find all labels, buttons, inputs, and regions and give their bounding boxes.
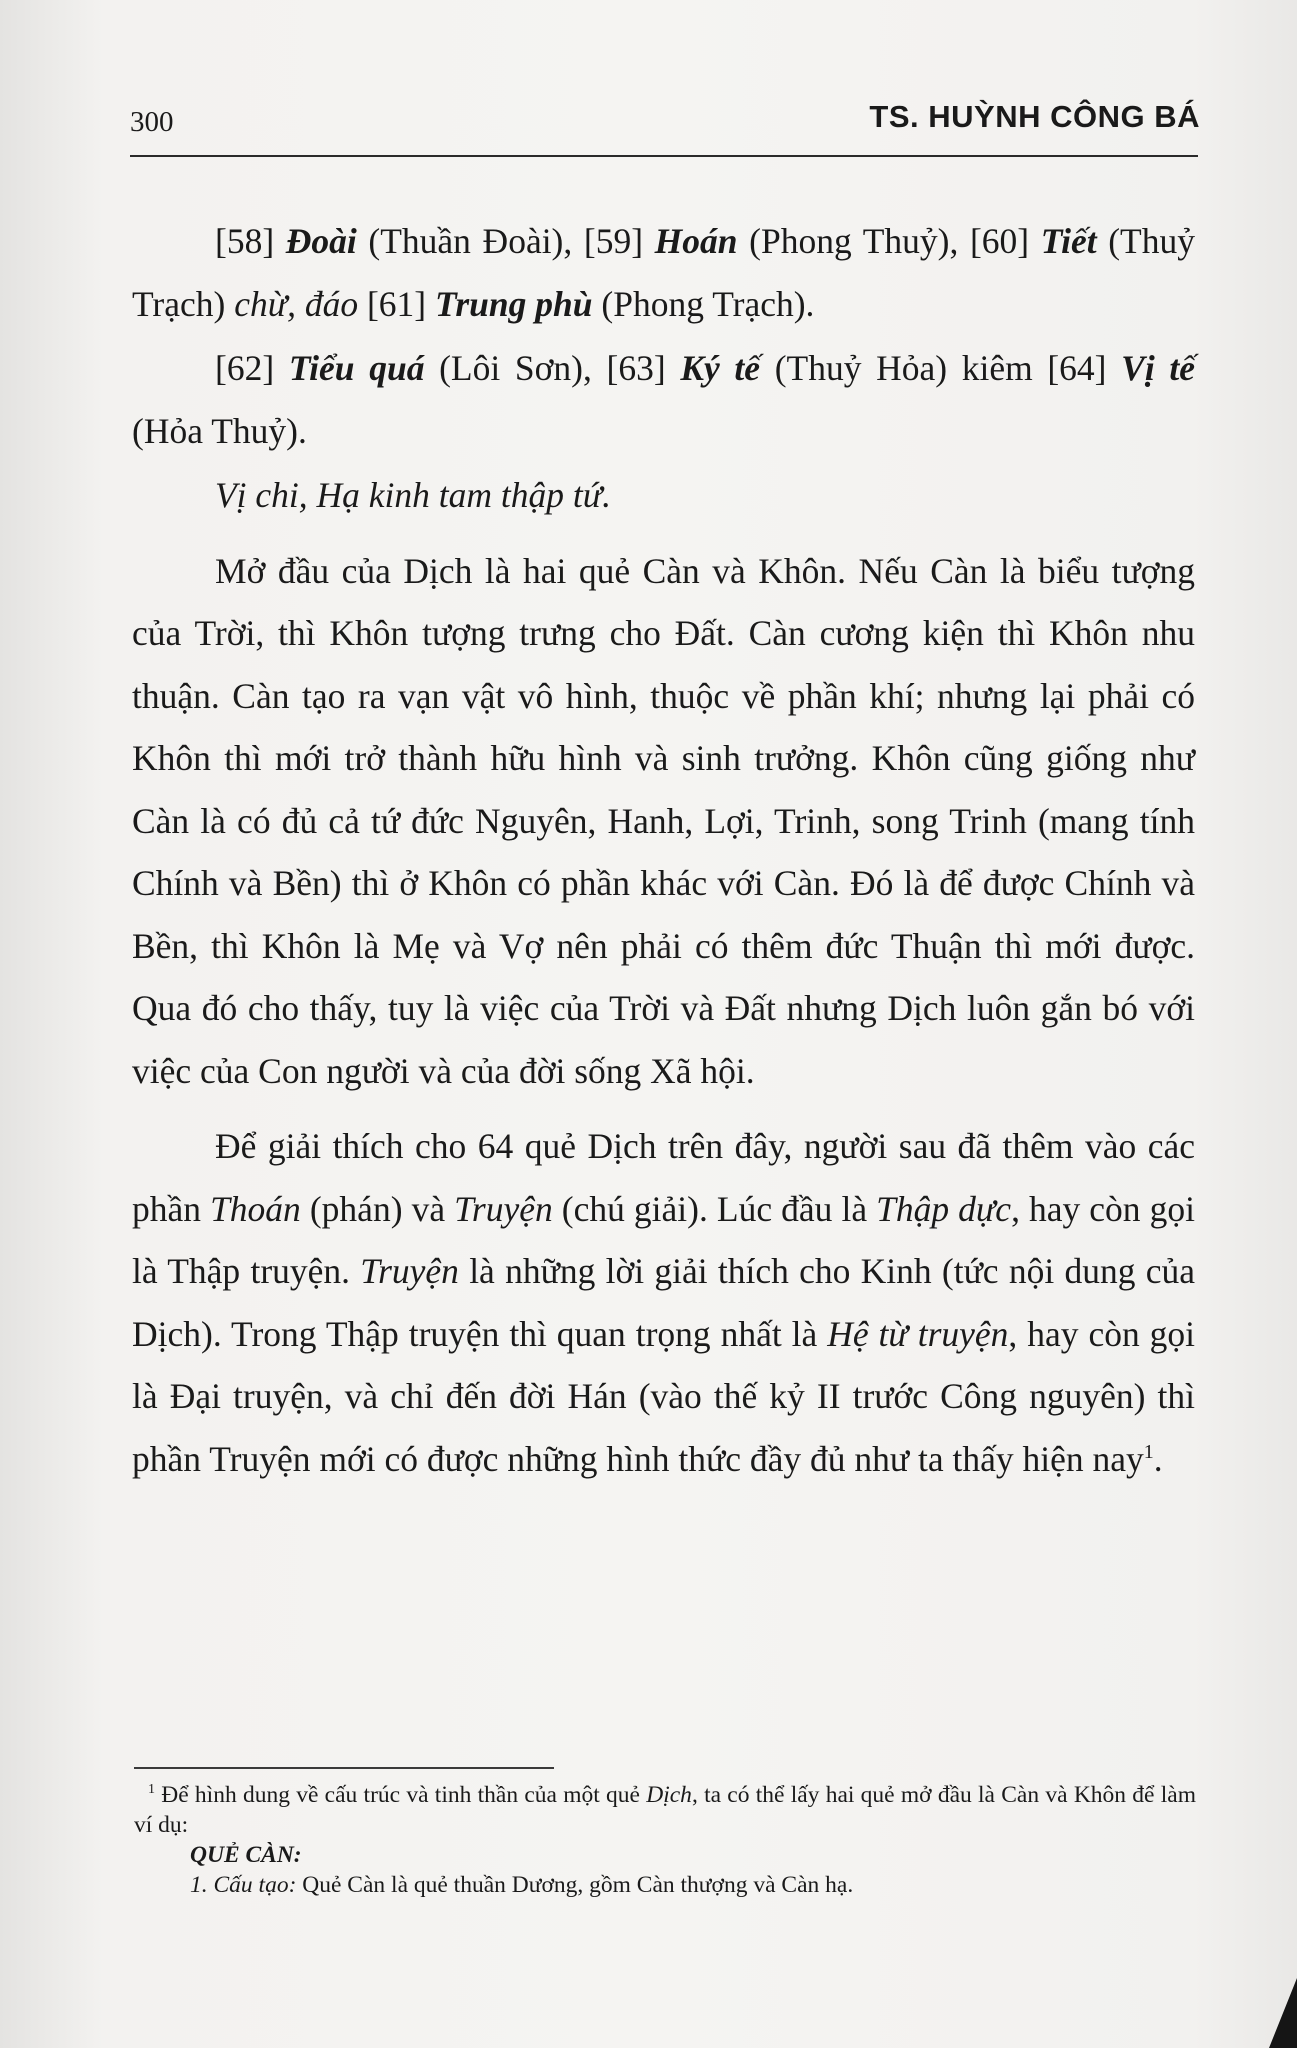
hexagram-name: Tiểu quá — [288, 348, 425, 388]
page-corner-shadow — [1269, 1978, 1297, 2048]
italic-term: Thập dực — [876, 1188, 1012, 1229]
hexagram-name: Vị tế — [1121, 348, 1195, 388]
running-head-author: TS. HUỲNH CÔNG BÁ — [869, 99, 1200, 134]
text-run: , hay còn gọi là Đại truyện, và chỉ đến đời Hán (vào thế kỷ II trước Công nguyên) thì phần Truyện mới có được những hình thức đầy đủ như ta thấy hiện nay — [132, 1313, 1196, 1479]
paragraph-can-khon: Mở đầu của Dịch là hai quẻ Càn và Khôn. Nếu Càn là biểu tượng của Trời, thì Khôn tượng trưng cho Đất. Càn cương kiện thì Khôn nhu thuận. Càn tạo ra vạn vật vô hình, thuộc về phần khí; nhưng lại phải có Khôn thì mới trở thành hữu hình và sinh trưởng. Khôn cũng giống như Càn là có đủ cả tứ đức Nguyên, Hanh, Lợi, Trinh, song Trinh (mang tính Chính và Bền) thì ở Khôn có phần khác với Càn. Đó là để được Chính và Bền, thì Khôn là Mẹ và Vợ nên phải có thêm đức Thuận thì mới được. Qua đó cho thấy, tuy là việc của Trời và Đất nhưng Dịch luôn gắn bó với việc của Con người và của đời sống Xã hội. — [132, 550, 1195, 1091]
hexagram-name: Tiết — [1040, 221, 1097, 261]
hexagram-list-paragraph-1 — [132, 210, 1195, 335]
hexagram-name: Trung phù — [435, 283, 593, 324]
text-run: (chú giải). Lúc đầu là — [552, 1188, 877, 1229]
footnote-marker: 1 — [148, 1782, 155, 1798]
page-number: 300 — [130, 106, 174, 138]
footnote — [134, 1780, 1196, 1900]
text-run: (phán) và — [300, 1188, 455, 1229]
text-run: Để hình dung về cấu trúc và tinh thần của một quẻ — [155, 1782, 647, 1808]
hexagram-name: Đoài — [285, 221, 357, 261]
text-run: Quẻ Càn là quẻ thuần Dương, gồm Càn thượng và Càn hạ. — [296, 1872, 854, 1898]
closing-line: Vị chi, Hạ kinh tam thập tứ. — [215, 475, 612, 515]
footnote-item — [134, 1870, 1196, 1900]
text-run: [62] — [215, 348, 289, 388]
hexagram-name: Ký tế — [680, 348, 761, 388]
connective-text: chừ, đáo — [234, 283, 359, 324]
italic-term: Truyện — [454, 1188, 553, 1229]
main-text — [132, 210, 1195, 1501]
text-run: (Phong Thuỷ), [60] — [737, 221, 1041, 261]
italic-term: Truyện — [360, 1251, 459, 1291]
footnote-reference[interactable]: 1 — [1143, 1440, 1154, 1463]
text-run: . — [1153, 1438, 1163, 1479]
italic-term: Dịch — [646, 1782, 692, 1808]
hexagram-name: Hoán — [654, 221, 738, 261]
italic-term: Hệ từ truyện — [827, 1313, 1009, 1354]
text-run: (Hỏa Thuỷ). — [132, 410, 307, 451]
text-run: [58] — [215, 221, 286, 261]
text-run: (Thuỷ Hỏa) kiêm [64] — [760, 348, 1122, 388]
header-rule — [130, 155, 1198, 157]
paragraph-thap-truyen — [132, 1115, 1195, 1490]
text-run: (Lôi Sơn), [63] — [424, 348, 681, 388]
page-header — [130, 96, 1200, 156]
item-label: 1. Cấu tạo: — [190, 1872, 297, 1898]
text-run: , ta có thể lấy hai quẻ mở đầu là Càn và Khôn để làm ví dụ: — [134, 1782, 1196, 1838]
text-run: Để giải thích cho 64 quẻ Dịch trên đây, người sau đã thêm vào các phần — [132, 1126, 1195, 1229]
text-run: là những lời giải thích cho Kinh (tức nội dung của Dịch). Trong Thập truyện thì quan trọng nhất là — [132, 1251, 1195, 1354]
text-run: (Phong Trạch). — [592, 283, 815, 324]
text-run: , hay còn gọi là Thập truyện. — [132, 1188, 1195, 1291]
text-run: (Thuần Đoài), [59] — [356, 221, 655, 261]
footnote-rule — [134, 1767, 554, 1769]
footnote-text — [134, 1780, 1196, 1840]
text-run: (Thuỷ Trạch) — [132, 221, 1195, 324]
text-run: [61] — [358, 283, 435, 324]
italic-term: Thoán — [210, 1188, 301, 1229]
footnote-heading: QUẺ CÀN: — [190, 1842, 302, 1868]
hexagram-list-paragraph-2 — [132, 337, 1195, 462]
